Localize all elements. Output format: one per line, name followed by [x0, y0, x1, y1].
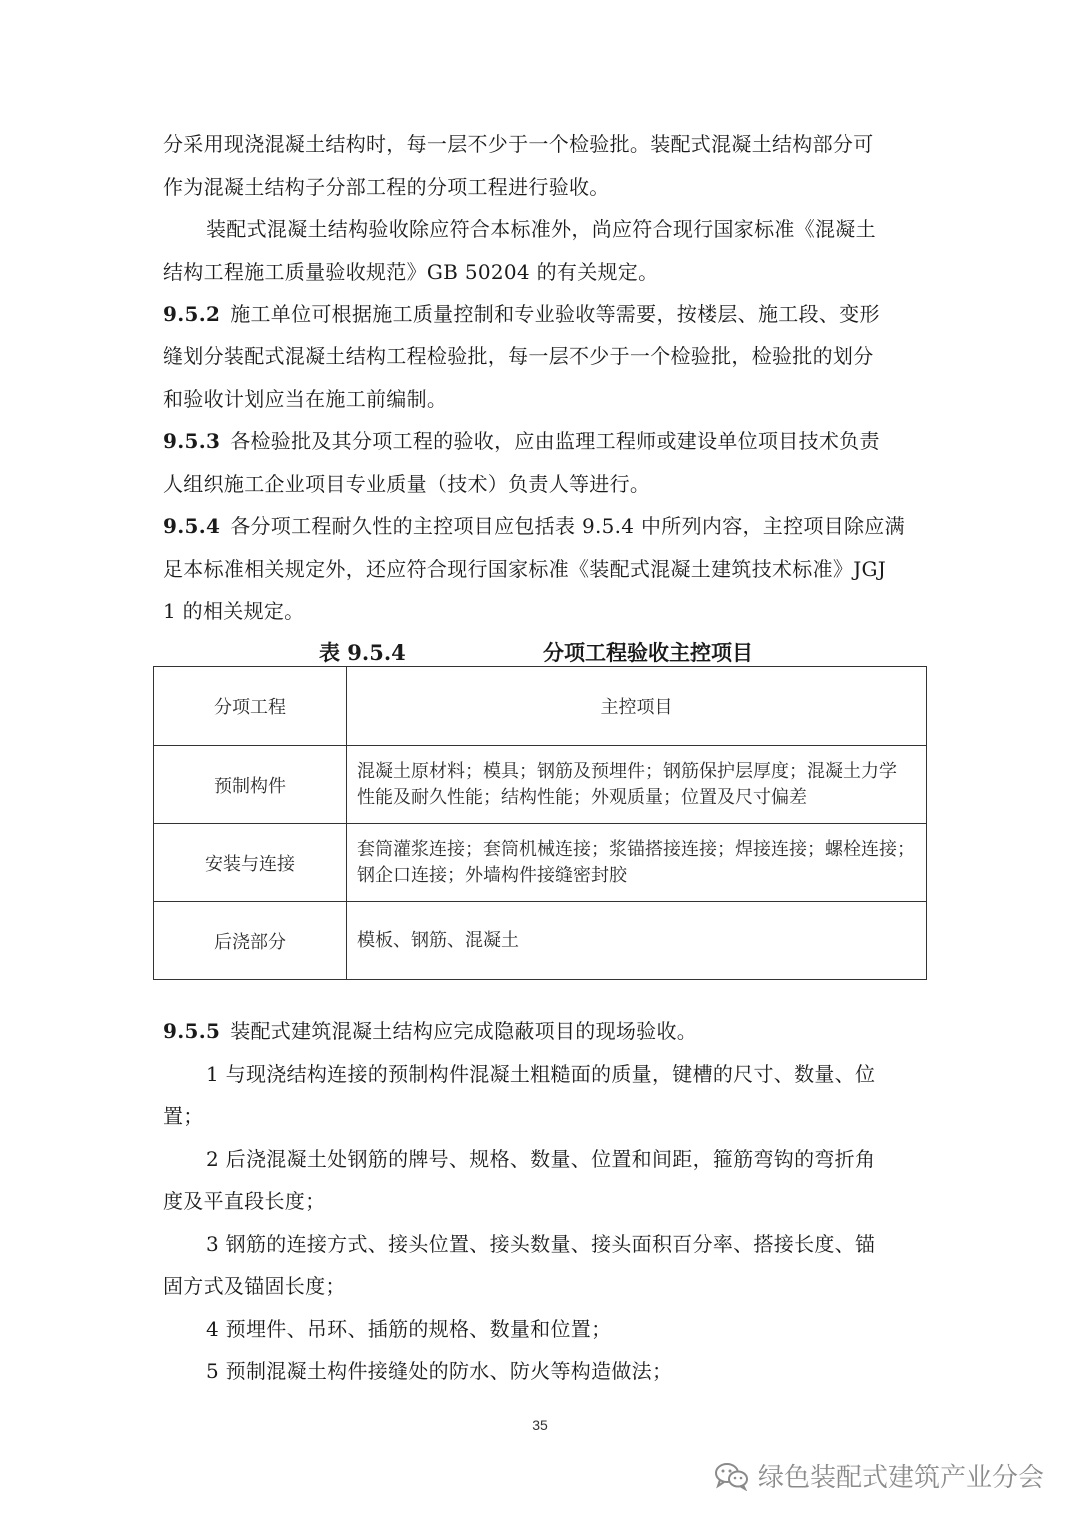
list-item-continuation: 度及平直段长度；: [163, 1189, 326, 1213]
table-row: [154, 746, 927, 824]
table-header-cell: 分项工程: [154, 667, 347, 746]
wechat-icon: [714, 1461, 750, 1491]
paragraph-line: 和验收计划应当在施工前编制。: [163, 387, 448, 411]
table-row: [154, 902, 927, 980]
table-header-row: [154, 667, 927, 746]
paragraph-line: 人组织施工企业项目专业质量（技术）负责人等进行。: [163, 472, 651, 496]
table-title: 分项工程验收主控项目: [543, 640, 753, 665]
section-9-5-4: [163, 512, 923, 540]
table-cell-name: 预制构件: [154, 746, 347, 824]
section-number: 9.5.3: [163, 429, 221, 453]
paragraph-line: 结构工程施工质量验收规范》GB 50204 的有关规定。: [163, 260, 659, 284]
list-item: 5 预制混凝土构件接缝处的防水、防火等构造做法；: [206, 1359, 673, 1383]
section-9-5-2: [163, 300, 923, 328]
table-cell-name: 安装与连接: [154, 824, 347, 902]
paragraph-line: 分采用现浇混凝土结构时，每一层不少于一个检验批。装配式混凝土结构部分可: [163, 132, 874, 156]
paragraph-line: 装配式混凝土结构验收除应符合本标准外，尚应符合现行国家标准《混凝土: [206, 217, 876, 241]
table-label: 表 9.5.4: [319, 640, 406, 665]
table-cell-name: 后浇部分: [154, 902, 347, 980]
paragraph-line: 缝划分装配式混凝土结构工程检验批，每一层不少于一个检验批，检验批的划分: [163, 344, 874, 368]
watermark-text: 绿色装配式建筑产业分会: [757, 1463, 1044, 1493]
cell-line: 套筒灌浆连接；套筒机械连接；浆锚搭接连接；焊接连接；螺栓连接；: [357, 838, 915, 860]
cell-line: 模板、钢筋、混凝土: [357, 929, 519, 951]
section-number: 9.5.4: [163, 514, 221, 538]
section-text: 各检验批及其分项工程的验收，应由监理工程师或建设单位项目技术负责: [230, 429, 880, 453]
section-text: 各分项工程耐久性的主控项目应包括表 9.5.4 中所列内容，主控项目除应满: [230, 514, 905, 538]
table-row: [154, 824, 927, 902]
paragraph-line: 足本标准相关规定外，还应符合现行国家标准《装配式混凝土建筑技术标准》JGJ: [163, 557, 887, 581]
list-item: 1 与现浇结构连接的预制构件混凝土粗糙面的质量，键槽的尺寸、数量、位: [206, 1062, 876, 1086]
paragraph-line: 1 的相关规定。: [163, 599, 305, 623]
table-header-cell: 主控项目: [347, 667, 927, 746]
list-item-continuation: 置；: [163, 1104, 204, 1128]
section-9-5-5: [163, 1017, 923, 1045]
list-item: 2 后浇混凝土处钢筋的牌号、规格、数量、位置和间距，箍筋弯钩的弯折角: [206, 1147, 876, 1171]
cell-line: 混凝土原材料；模具；钢筋及预埋件；钢筋保护层厚度；混凝土力学: [357, 760, 897, 782]
section-text: 装配式建筑混凝土结构应完成隐蔽项目的现场验收。: [230, 1019, 698, 1043]
section-number: 9.5.2: [163, 302, 221, 326]
list-item-continuation: 固方式及锚固长度；: [163, 1274, 346, 1298]
cell-line: 钢企口连接；外墙构件接缝密封胶: [357, 864, 627, 886]
section-number: 9.5.5: [163, 1019, 221, 1043]
table-cell-items: [347, 746, 927, 824]
section-text: 施工单位可根据施工质量控制和专业验收等需要，按楼层、施工段、变形: [230, 302, 880, 326]
inspection-items-table: [153, 666, 927, 980]
table-cell-items: [347, 902, 927, 980]
list-item: 4 预埋件、吊环、插筋的规格、数量和位置；: [206, 1317, 612, 1341]
list-item: 3 钢筋的连接方式、接头位置、接头数量、接头面积百分率、搭接长度、锚: [206, 1232, 876, 1256]
cell-line: 性能及耐久性能；结构性能；外观质量；位置及尺寸偏差: [357, 786, 807, 808]
paragraph-line: 作为混凝土结构子分部工程的分项工程进行验收。: [163, 175, 610, 199]
watermark: [714, 1457, 1044, 1494]
section-9-5-3: [163, 427, 923, 455]
page-number: 35: [532, 1417, 548, 1433]
table-cell-items: [347, 824, 927, 902]
